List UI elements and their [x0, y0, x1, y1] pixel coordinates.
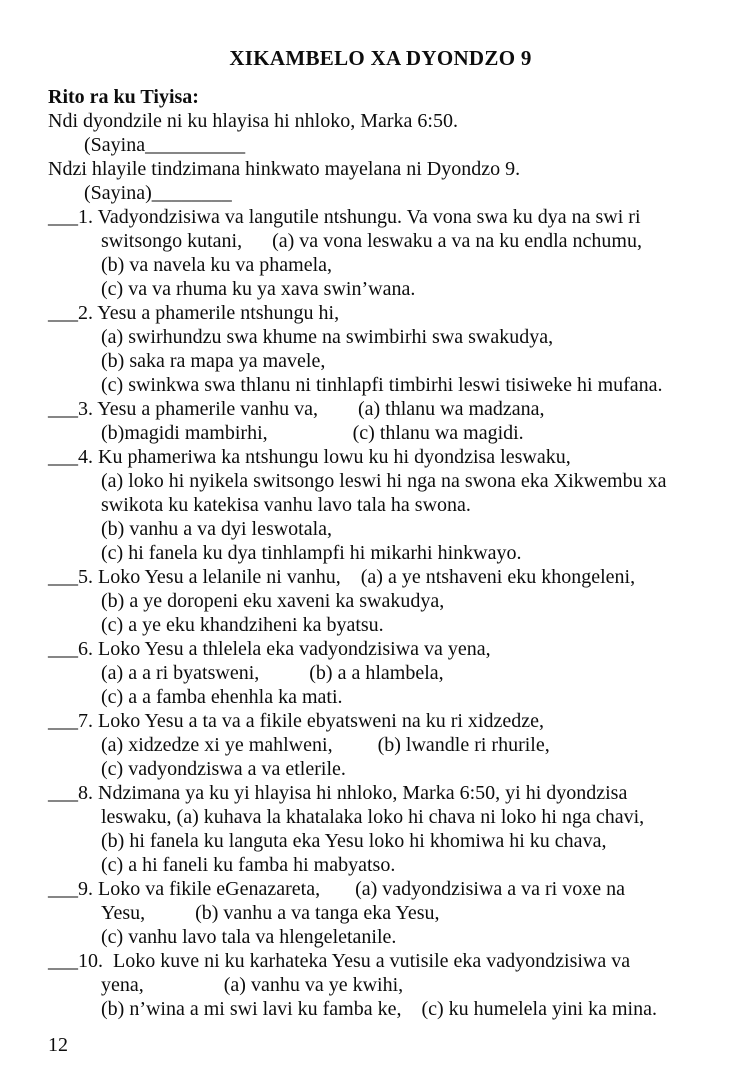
question-8-line: leswaku, (a) kuhava la khatalaka loko hi chava ni loko hi nga chavi, [101, 806, 645, 828]
question-7-line: ___7. Loko Yesu a ta va a fikile ebyatsweni na ku ri xidzedze, [48, 710, 544, 732]
page-title: XIKAMBELO XA DYONDZO 9 [229, 46, 532, 70]
question-9-line: ___9. Loko va fikile eGenazareta, (a) vadyondzisiwa a va ri voxe na [48, 878, 625, 900]
question-4-line: (b) vanhu a va dyi leswotala, [101, 518, 333, 540]
question-2-line: ___2. Yesu a phamerile ntshungu hi, [48, 302, 340, 324]
question-5-line: ___5. Loko Yesu a lelanile ni vanhu, (a) a ye ntshaveni eku khongeleni, [48, 566, 636, 588]
question-1-line: (c) va va rhuma ku ya xava swin’wana. [101, 278, 416, 300]
question-8-line: (c) a hi faneli ku famba hi mabyatso. [101, 854, 396, 876]
question-8-line: ___8. Ndzimana ya ku yi hlayisa hi nhloko, Marka 6:50, yi hi dyondzisa [48, 782, 628, 804]
question-4-line: (c) hi fanela ku dya tinhlampfi hi mikarhi hinkwayo. [101, 542, 522, 564]
question-1-line: (b) va navela ku va phamela, [101, 254, 333, 276]
question-2-line: (a) swirhundzu swa khume na swimbirhi swa swakudya, [101, 326, 554, 348]
intro-line: (Sayina__________ [84, 134, 246, 156]
question-5-line: (b) a ye doropeni eku xaveni ka swakudya, [101, 590, 445, 612]
document-body [48, 85, 713, 1021]
question-6-line: (a) a a ri byatsweni, (b) a a hlambela, [101, 662, 444, 684]
intro-heading: Rito ra ku Tiyisa: [48, 86, 199, 108]
question-2-line: (c) swinkwa swa thlanu ni tinhlapfi timbirhi leswi tisiweke hi mufana. [101, 374, 663, 396]
question-6-line: ___6. Loko Yesu a thlelela eka vadyondzisiwa va yena, [48, 638, 491, 660]
question-5-line: (c) a ye eku khandziheni ka byatsu. [101, 614, 384, 636]
page-number: 12 [48, 1034, 68, 1056]
intro-line: Ndzi hlayile tindzimana hinkwato mayelana ni Dyondzo 9. [48, 158, 521, 180]
question-9-line: (c) vanhu lavo tala va hlengeletanile. [101, 926, 397, 948]
question-9-line: Yesu, (b) vanhu a va tanga eka Yesu, [101, 902, 440, 924]
question-8-line: (b) hi fanela ku languta eka Yesu loko hi khomiwa hi ku chava, [101, 830, 607, 852]
question-1-line: ___1. Vadyondzisiwa va langutile ntshungu. Va vona swa ku dya na swi ri [48, 206, 641, 228]
intro-line: (Sayina)________ [84, 182, 232, 204]
question-2-line: (b) saka ra mapa ya mavele, [101, 350, 326, 372]
question-4-line: ___4. Ku phameriwa ka ntshungu lowu ku hi dyondzisa leswaku, [48, 446, 571, 468]
question-1-line: switsongo kutani, (a) va vona leswaku a va na ku endla nchumu, [101, 230, 642, 252]
question-4-line: swikota ku katekisa vanhu lavo tala ha swona. [101, 494, 471, 516]
question-10-line: yena, (a) vanhu va ye kwihi, [101, 974, 404, 996]
question-10-line: ___10. Loko kuve ni ku karhateka Yesu a vutisile eka vadyondzisiwa va [48, 950, 631, 972]
question-6-line: (c) a a famba ehenhla ka mati. [101, 686, 343, 708]
question-10-line: (b) n’wina a mi swi lavi ku famba ke, (c) ku humelela yini ka mina. [101, 998, 657, 1020]
question-3-line: (b)magidi mambirhi, (c) thlanu wa magidi. [101, 422, 524, 444]
intro-line: Ndi dyondzile ni ku hlayisa hi nhloko, Marka 6:50. [48, 110, 458, 132]
question-7-line: (c) vadyondziswa a va etlerile. [101, 758, 346, 780]
question-3-line: ___3. Yesu a phamerile vanhu va, (a) thlanu wa madzana, [48, 398, 545, 420]
question-4-line: (a) loko hi nyikela switsongo leswi hi nga na swona eka Xikwembu xa [101, 470, 667, 492]
question-7-line: (a) xidzedze xi ye mahlweni, (b) lwandle ri rhurile, [101, 734, 550, 756]
